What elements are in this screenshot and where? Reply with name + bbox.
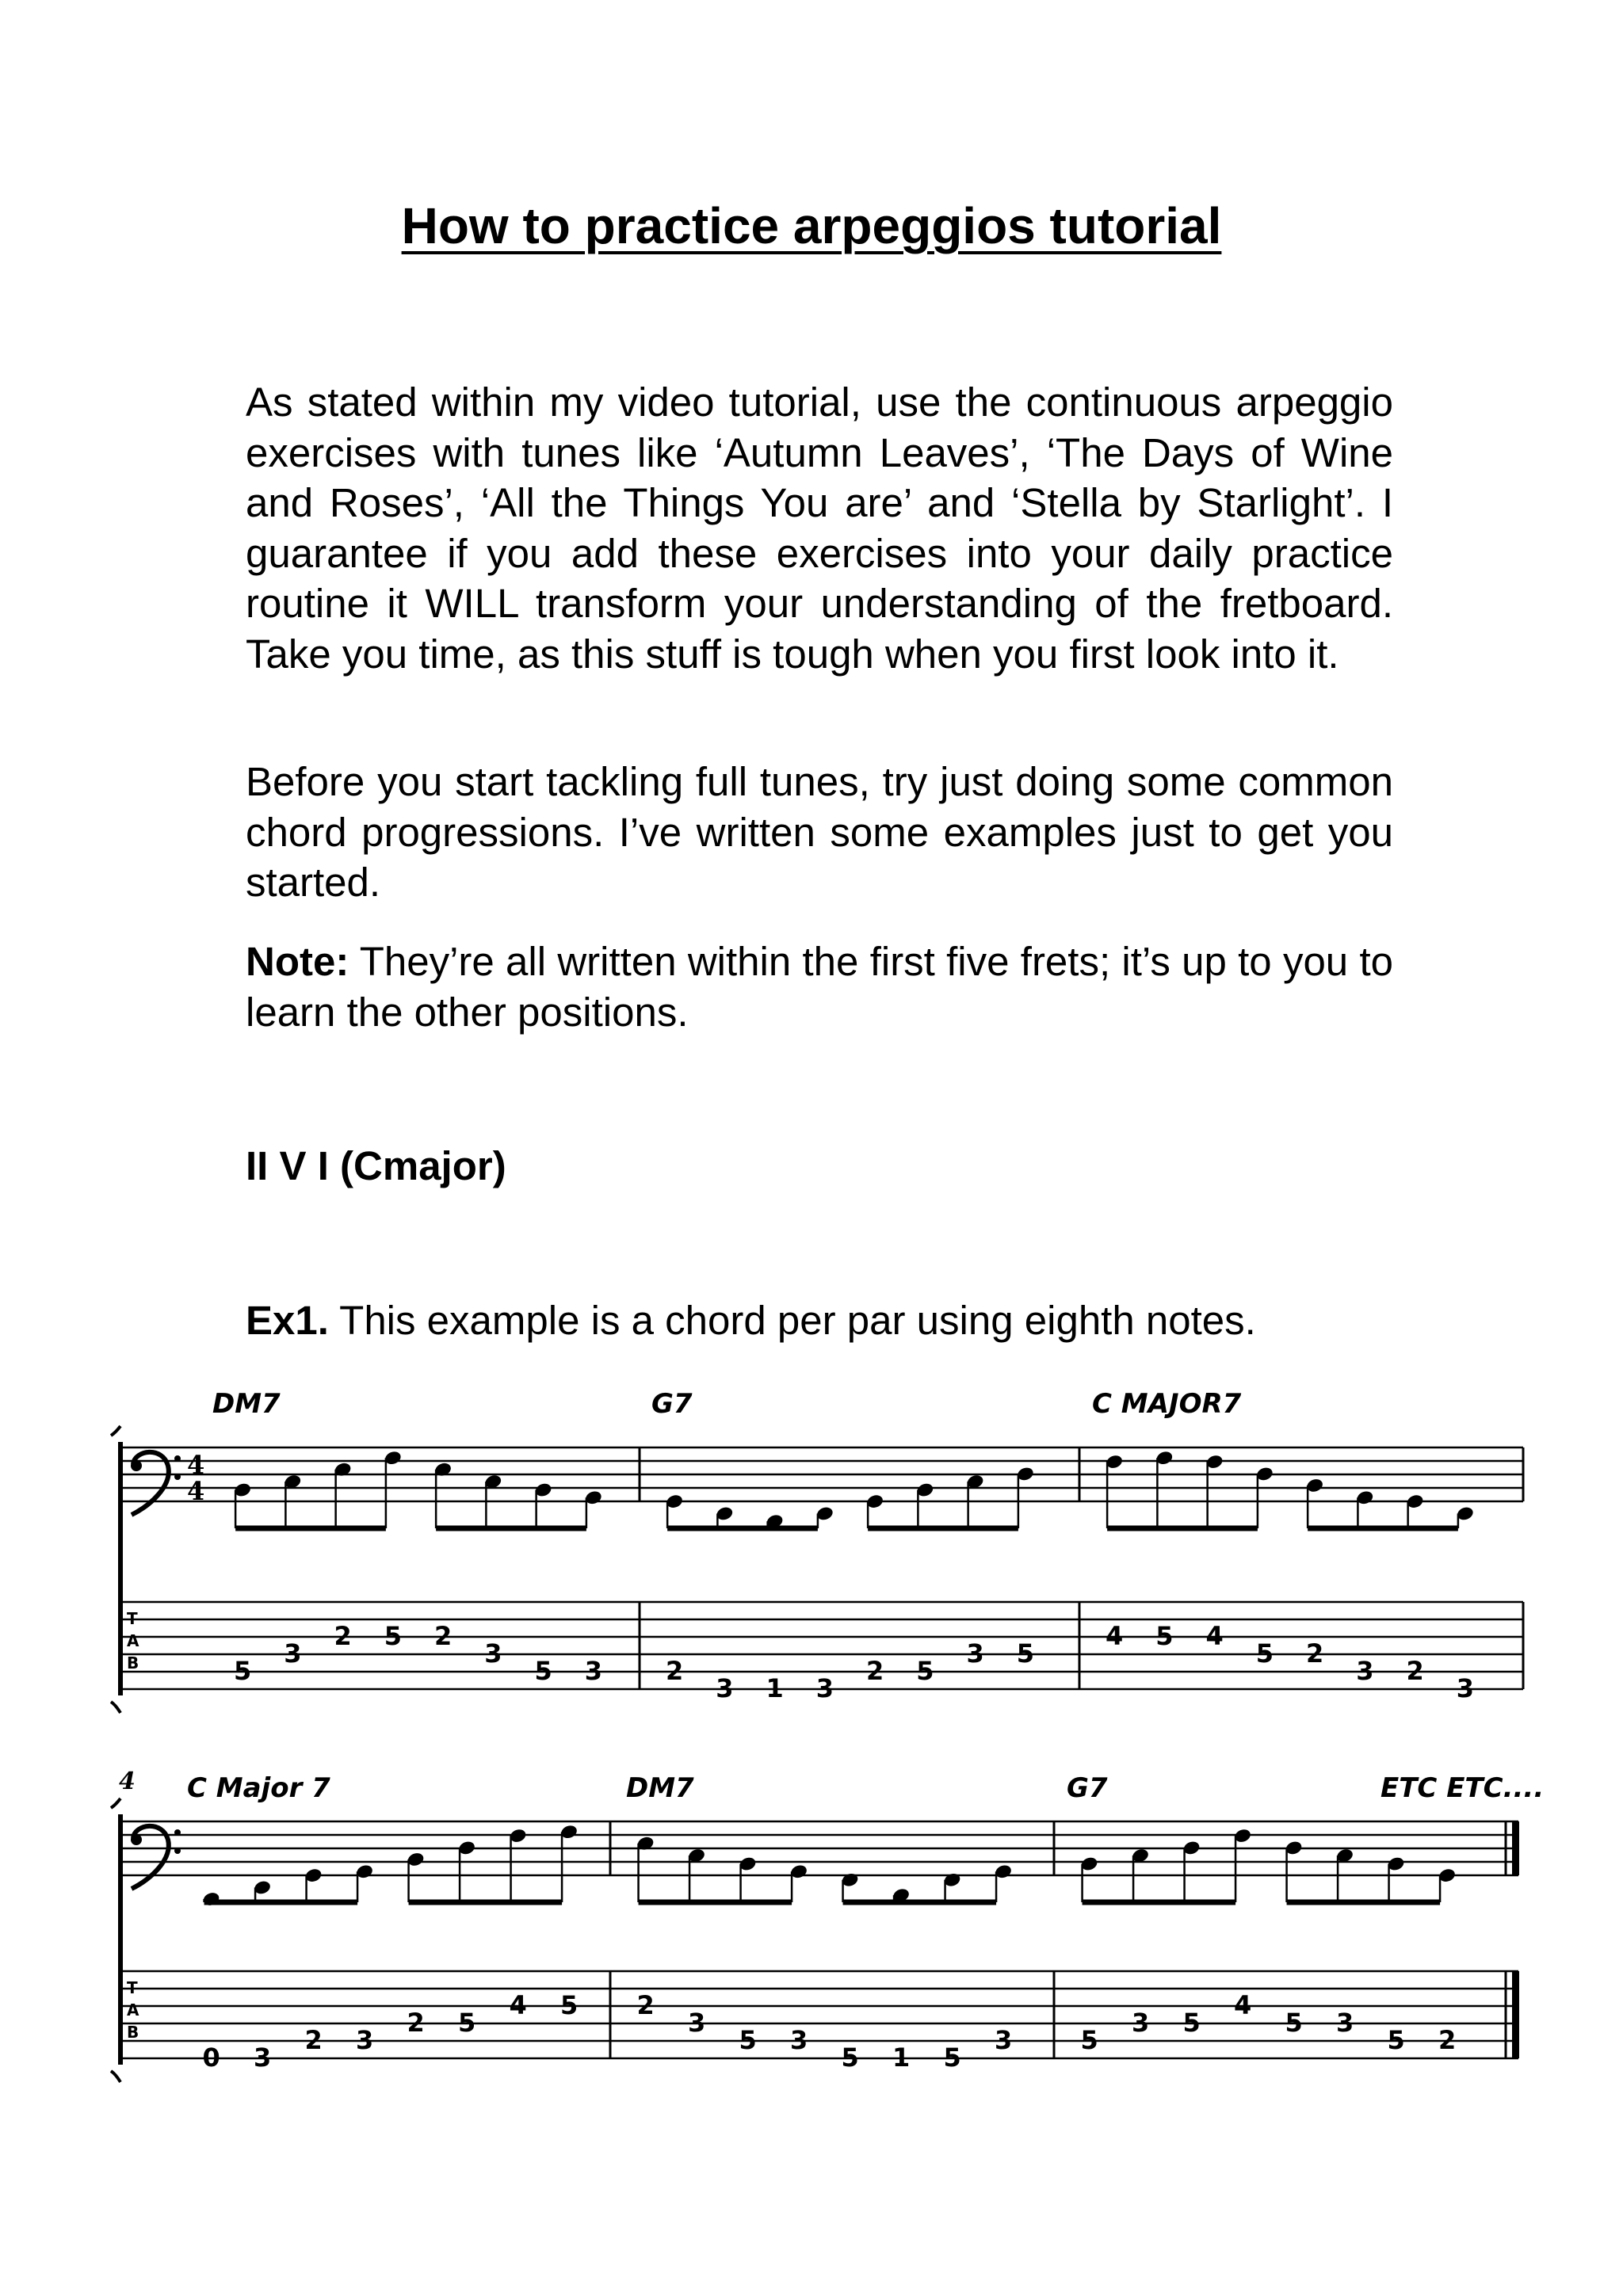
tab-numbers-group bbox=[202, 1990, 1456, 2073]
tab-fret-number: 3 bbox=[584, 1656, 603, 1686]
note-label: Note: bbox=[246, 939, 349, 984]
tab-fret-number: 0 bbox=[202, 2042, 220, 2073]
note-text: They’re all written within the first five frets; it’s up to you to learn the other positions. bbox=[246, 939, 1393, 1035]
chord-symbol: DM7 bbox=[212, 1388, 281, 1420]
time-signature-bottom: 4 bbox=[187, 1476, 205, 1506]
example-label: Ex1. bbox=[246, 1298, 329, 1343]
tab-lines bbox=[120, 1971, 1518, 2058]
tab-fret-number: 5 bbox=[234, 1656, 252, 1686]
tab-fret-number: 3 bbox=[966, 1638, 984, 1669]
tab-fret-number: 5 bbox=[1155, 1621, 1174, 1651]
tab-fret-number: 5 bbox=[457, 2008, 476, 2038]
tab-fret-number: 3 bbox=[789, 2025, 808, 2055]
tab-fret-number: 5 bbox=[1016, 1638, 1035, 1669]
tab-fret-number: 5 bbox=[943, 2042, 961, 2073]
tab-fret-number: 5 bbox=[916, 1656, 934, 1686]
tab-fret-number: 5 bbox=[739, 2025, 757, 2055]
system-bracket bbox=[111, 1426, 120, 1713]
tab-fret-number: 3 bbox=[716, 1673, 734, 1703]
tab-fret-number: 4 bbox=[1205, 1621, 1224, 1651]
example-text: This example is a chord per par using eighth notes. bbox=[328, 1298, 1256, 1343]
notes-group bbox=[202, 1824, 1457, 1908]
tab-fret-number: 3 bbox=[994, 2025, 1013, 2055]
tab-fret-number: 3 bbox=[1335, 2008, 1354, 2038]
system-1 bbox=[111, 1388, 1523, 1713]
tab-fret-number: 3 bbox=[355, 2025, 374, 2055]
tab-fret-number: 5 bbox=[534, 1656, 552, 1686]
tab-fret-number: 3 bbox=[284, 1638, 302, 1669]
tab-fret-number: 2 bbox=[866, 1656, 884, 1686]
tab-fret-number: 1 bbox=[766, 1673, 784, 1703]
tab-fret-number: 3 bbox=[1131, 2008, 1150, 2038]
tab-fret-number: 2 bbox=[1406, 1656, 1424, 1686]
tab-fret-number: 2 bbox=[434, 1621, 453, 1651]
tab-fret-number: 5 bbox=[1080, 2025, 1098, 2055]
tab-label-b: B bbox=[127, 2023, 139, 2042]
tab-fret-number: 4 bbox=[1233, 1990, 1252, 2020]
chord-symbol: C MAJOR7 bbox=[1092, 1388, 1242, 1420]
tab-label-a: A bbox=[127, 2000, 139, 2019]
section-heading: II V I (Cmajor) bbox=[246, 1143, 506, 1188]
chord-symbol: C Major 7 bbox=[187, 1772, 330, 1804]
tab-label-b: B bbox=[127, 1653, 139, 1672]
tab-fret-number: 5 bbox=[1182, 2008, 1201, 2038]
system-2 bbox=[111, 1768, 1544, 2082]
tab-fret-number: 5 bbox=[841, 2042, 859, 2073]
chord-symbol: G7 bbox=[651, 1388, 693, 1420]
intro-paragraph: As stated within my video tutorial, use the continuous arpeggio exercises with tunes like ‘Autumn Leaves’, ‘The Days of Wine and Roses’, ‘All the Things You are’ and ‘Stella by Starlight’. I guarantee if you add these exercises into your daily practice routine it WILL transform your understanding of the fretboard. Take you time, as this stuff is tough when you first look into it. bbox=[246, 379, 1393, 677]
tab-numbers-group bbox=[234, 1621, 1474, 1703]
tab-fret-number: 5 bbox=[384, 1621, 403, 1651]
tab-fret-number: 5 bbox=[1387, 2025, 1405, 2055]
tab-fret-number: 2 bbox=[334, 1621, 352, 1651]
time-signature-top: 4 bbox=[187, 1450, 205, 1480]
tab-fret-number: 3 bbox=[1456, 1673, 1475, 1703]
tab-fret-number: 2 bbox=[1306, 1638, 1324, 1669]
tab-fret-number: 4 bbox=[1106, 1621, 1124, 1651]
etc-annotation: ETC ETC.... bbox=[1381, 1772, 1545, 1804]
tab-fret-number: 3 bbox=[687, 2008, 706, 2038]
page-title: How to practice arpeggios tutorial bbox=[401, 197, 1222, 254]
tab-fret-number: 3 bbox=[253, 2042, 272, 2073]
tab-fret-number: 2 bbox=[1438, 2025, 1457, 2055]
tab-fret-number: 5 bbox=[1285, 2008, 1303, 2038]
tab-fret-number: 5 bbox=[559, 1990, 579, 2020]
tab-label-t: T bbox=[127, 1978, 138, 1997]
measure-number: 4 bbox=[119, 1768, 136, 1795]
tab-fret-number: 3 bbox=[1356, 1656, 1374, 1686]
tab-fret-number: 2 bbox=[304, 2025, 323, 2055]
tab-fret-number: 5 bbox=[1255, 1638, 1274, 1669]
tab-fret-number: 1 bbox=[892, 2042, 911, 2073]
chord-symbol: DM7 bbox=[626, 1772, 694, 1804]
staff-lines bbox=[120, 1447, 1523, 1501]
progressions-paragraph: Before you start tackling full tunes, try just doing some common chord progressions. I’ve written some examples just to get you started. bbox=[246, 759, 1393, 905]
tab-fret-number: 2 bbox=[407, 2008, 425, 2038]
tab-fret-number: 2 bbox=[666, 1656, 684, 1686]
tab-fret-number: 4 bbox=[509, 1990, 527, 2020]
staff-lines bbox=[120, 1821, 1518, 1875]
tab-fret-number: 3 bbox=[484, 1638, 502, 1669]
system-bracket bbox=[111, 1798, 120, 2082]
tab-fret-number: 3 bbox=[815, 1673, 834, 1703]
bar-lines bbox=[640, 1447, 1523, 1689]
tab-fret-number: 2 bbox=[636, 1990, 655, 2020]
tab-label-a: A bbox=[127, 1631, 139, 1650]
tab-label-t: T bbox=[127, 1609, 138, 1628]
chord-symbol: G7 bbox=[1067, 1772, 1108, 1804]
